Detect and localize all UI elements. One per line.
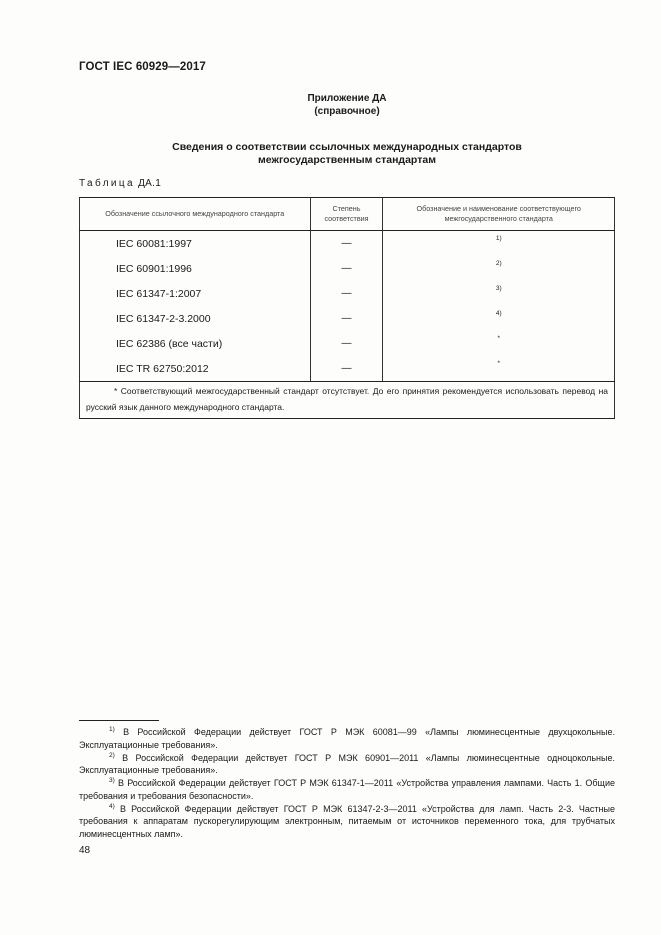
footnote-mark: 2) <box>109 751 115 759</box>
header-cell: Обозначение ссылочного международного стандарта <box>80 198 311 231</box>
table-header-row <box>80 198 615 231</box>
appendix-heading <box>79 92 615 118</box>
appendix-subtitle: (справочное) <box>314 106 380 117</box>
footnote-mark: 4) <box>109 802 115 810</box>
degree-cell: — <box>310 331 383 356</box>
table-row <box>80 281 615 306</box>
page-number: 48 <box>79 845 91 856</box>
degree-cell: — <box>310 306 383 331</box>
section-title-line1: Сведения о соответствии ссылочных международных стандартов <box>172 141 522 153</box>
standard-cell: IEC 60081:1997 <box>80 231 311 257</box>
header-cell: Степень соответствия <box>310 198 383 231</box>
table-row <box>80 306 615 331</box>
degree-cell: — <box>310 256 383 281</box>
table-row <box>80 231 615 257</box>
standard-cell: IEC TR 62750:2012 <box>80 356 311 382</box>
footnote-text: В Российской Федерации действует ГОСТ Р МЭК 61347-1—2011 «Устройства управления лампами. Часть 1. Общие требования и требования безопасности». <box>79 778 615 801</box>
table-row <box>80 356 615 382</box>
reference-cell: 2) <box>383 256 615 281</box>
table-label-number: ДА.1 <box>138 178 162 189</box>
footnote-divider <box>79 720 159 721</box>
reference-cell: * <box>383 356 615 382</box>
footnote-item <box>79 803 615 841</box>
standard-cell: IEC 62386 (все части) <box>80 331 311 356</box>
footnote-mark: 3) <box>109 777 115 784</box>
table-label <box>79 178 161 189</box>
degree-cell: — <box>310 356 383 382</box>
degree-cell: — <box>310 281 383 306</box>
document-number: ГОСТ IEC 60929—2017 <box>79 61 206 73</box>
standard-cell: IEC 61347-2-3.2000 <box>80 306 311 331</box>
footnote-item <box>79 726 615 751</box>
degree-cell: — <box>310 231 383 257</box>
table-footnote-text: * Соответствующий межгосударственный стандарт отсутствует. До его принятия рекомендуется использовать перевод на русский язык данного международного стандарта. <box>86 386 608 412</box>
footnote-text: В Российской Федерации действует ГОСТ Р МЭК 61347-2-3—2011 «Устройства для ламп. Часть 2-3. Частные требования к аппаратам пускорегулирующим электронным, питаемым от источников переменного тока, для трубчатых люминесцентных ламп». <box>79 803 615 839</box>
table-footnote <box>80 382 615 419</box>
standard-cell: IEC 60901:1996 <box>80 256 311 281</box>
section-title <box>79 141 615 167</box>
standards-table <box>79 197 615 419</box>
header-cell: Обозначение и наименование соответствующего межгосударственного стандарта <box>383 198 615 231</box>
reference-cell: * <box>383 331 615 356</box>
footnote-mark: 1) <box>109 726 115 733</box>
footnotes <box>79 726 615 841</box>
section-title-line2: межгосударственным стандартам <box>258 154 436 166</box>
table-row <box>80 256 615 281</box>
table-footnote-row <box>80 382 615 419</box>
reference-cell: 1) <box>383 231 615 257</box>
footnote-item <box>79 777 615 802</box>
reference-cell: 4) <box>383 306 615 331</box>
table-row <box>80 331 615 356</box>
footnote-item <box>79 752 615 777</box>
standard-cell: IEC 61347-1:2007 <box>80 281 311 306</box>
footnote-text: В Российской Федерации действует ГОСТ Р МЭК 60081—99 «Лампы люминесцентные двухцокольные. Эксплуатационные требования». <box>79 727 615 750</box>
reference-cell: 3) <box>383 281 615 306</box>
table-label-word: Таблица <box>79 178 136 189</box>
appendix-title: Приложение ДА <box>307 93 387 104</box>
footnote-text: В Российской Федерации действует ГОСТ Р МЭК 60901—2011 «Лампы люминесцентные одноцокольные. Эксплуатационные требования». <box>79 752 615 775</box>
